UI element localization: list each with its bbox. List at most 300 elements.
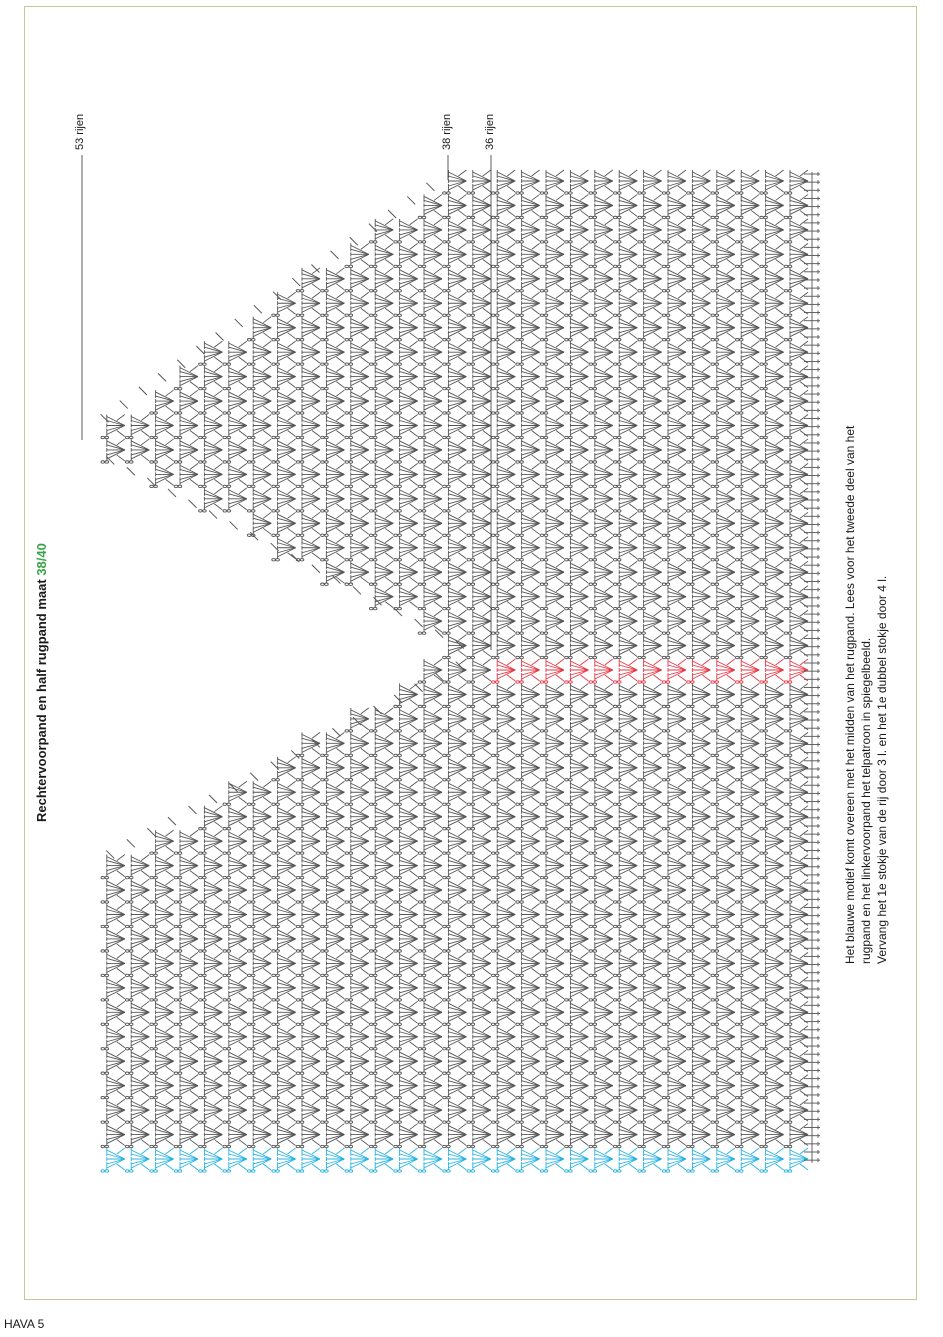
chart-motif bbox=[272, 390, 296, 414]
chart-motif bbox=[321, 1075, 345, 1099]
chart-motif bbox=[369, 952, 393, 976]
center-motif bbox=[247, 1148, 271, 1172]
chart-motif bbox=[565, 537, 589, 561]
chart-motif bbox=[345, 1099, 369, 1123]
chart-motif bbox=[125, 1026, 149, 1050]
chart-motif bbox=[174, 855, 198, 879]
chart-motif bbox=[369, 463, 393, 487]
chart-motif bbox=[613, 830, 637, 854]
center-motif bbox=[150, 1148, 174, 1172]
chart-motif bbox=[491, 1075, 515, 1099]
chart-motif bbox=[418, 952, 442, 976]
chart-motif bbox=[662, 415, 686, 439]
center-motif bbox=[491, 1148, 515, 1172]
chart-motif bbox=[272, 977, 296, 1001]
chart-motif bbox=[321, 1124, 345, 1148]
chart-motif bbox=[711, 1001, 735, 1025]
chart-motif bbox=[443, 830, 467, 854]
chart-motif bbox=[321, 537, 345, 561]
chart-motif bbox=[443, 219, 467, 243]
chart-motif bbox=[247, 439, 271, 463]
chart-motif bbox=[565, 879, 589, 903]
chart-motif bbox=[711, 463, 735, 487]
chart-motif bbox=[711, 683, 735, 707]
chart-motif bbox=[516, 928, 540, 952]
chart-motif bbox=[199, 879, 223, 903]
chart-motif bbox=[491, 610, 515, 634]
chart-motif bbox=[150, 415, 174, 439]
chart-motif bbox=[516, 341, 540, 365]
chart-motif bbox=[613, 243, 637, 267]
chart-motif bbox=[589, 366, 613, 390]
chart-motif bbox=[418, 1075, 442, 1099]
chart-motif bbox=[711, 781, 735, 805]
chart-motif bbox=[589, 341, 613, 365]
chart-motif bbox=[491, 952, 515, 976]
chart-motif bbox=[613, 366, 637, 390]
chart-motif bbox=[589, 1001, 613, 1025]
chart-motif bbox=[394, 732, 418, 756]
chart-motif bbox=[662, 219, 686, 243]
chart-motif bbox=[711, 879, 735, 903]
chart-motif bbox=[296, 439, 320, 463]
chart-motif bbox=[735, 243, 759, 267]
chart-motif bbox=[443, 1026, 467, 1050]
chart-motif bbox=[418, 610, 442, 634]
chart-motif bbox=[223, 830, 247, 854]
chart-motif bbox=[565, 390, 589, 414]
chart-motif bbox=[589, 561, 613, 585]
chart-motif bbox=[418, 683, 442, 707]
chart-motif bbox=[369, 243, 393, 267]
chart-motif bbox=[418, 757, 442, 781]
chart-motif bbox=[150, 439, 174, 463]
chart-motif bbox=[174, 463, 198, 487]
chart-motif bbox=[443, 194, 467, 218]
chart-motif bbox=[638, 781, 662, 805]
chart-motif bbox=[272, 488, 296, 512]
chart-motif bbox=[638, 317, 662, 341]
chart-motif bbox=[589, 879, 613, 903]
center-motif bbox=[467, 1148, 491, 1172]
chart-motif bbox=[589, 1099, 613, 1123]
center-motif bbox=[345, 1148, 369, 1172]
chart-motif bbox=[589, 292, 613, 316]
center-motif bbox=[369, 1148, 393, 1172]
chart-motif bbox=[491, 439, 515, 463]
center-motif bbox=[565, 1148, 589, 1172]
chart-motif bbox=[565, 194, 589, 218]
chart-motif bbox=[125, 1050, 149, 1074]
chart-motif bbox=[223, 341, 247, 365]
chart-motif bbox=[369, 268, 393, 292]
chart-motif bbox=[516, 268, 540, 292]
chart-motif bbox=[272, 830, 296, 854]
chart-motif bbox=[418, 512, 442, 536]
chart-motif bbox=[467, 879, 491, 903]
chart-motif bbox=[443, 879, 467, 903]
chart-motif bbox=[418, 977, 442, 1001]
chart-motif bbox=[687, 708, 711, 732]
chart-motif bbox=[394, 317, 418, 341]
chart-motif bbox=[467, 488, 491, 512]
chart-motif bbox=[638, 1099, 662, 1123]
chart-motif bbox=[540, 463, 564, 487]
chart-motif bbox=[321, 904, 345, 928]
chart-motif bbox=[467, 904, 491, 928]
chart-motif bbox=[321, 732, 345, 756]
chart-motif bbox=[150, 1099, 174, 1123]
row-label-36: 36 rijen bbox=[484, 113, 496, 150]
chart-motif bbox=[735, 952, 759, 976]
chart-motif bbox=[687, 586, 711, 610]
chart-motif bbox=[418, 1124, 442, 1148]
chart-motif bbox=[247, 904, 271, 928]
chart-motif bbox=[760, 879, 784, 903]
chart-motif bbox=[174, 977, 198, 1001]
chart-motif bbox=[394, 341, 418, 365]
chart-motif bbox=[321, 292, 345, 316]
chart-motif bbox=[345, 708, 369, 732]
chart-motif bbox=[199, 415, 223, 439]
chart-motif bbox=[589, 586, 613, 610]
chart-motif bbox=[101, 1026, 125, 1050]
chart-motif bbox=[735, 757, 759, 781]
chart-motif bbox=[687, 243, 711, 267]
chart-motif bbox=[760, 537, 784, 561]
chart-motif bbox=[321, 1099, 345, 1123]
chart-motif bbox=[516, 781, 540, 805]
chart-motif bbox=[540, 781, 564, 805]
chart-motif bbox=[394, 781, 418, 805]
chart-motif bbox=[223, 1099, 247, 1123]
chart-motif bbox=[662, 1099, 686, 1123]
chart-motif bbox=[418, 855, 442, 879]
chart-motif bbox=[345, 879, 369, 903]
chart-motif bbox=[760, 732, 784, 756]
center-motif bbox=[711, 1148, 735, 1172]
chart-motif bbox=[589, 708, 613, 732]
chart-motif bbox=[662, 855, 686, 879]
chart-motif bbox=[662, 879, 686, 903]
chart-motif bbox=[296, 415, 320, 439]
chart-motif bbox=[638, 683, 662, 707]
chart-motif bbox=[296, 1001, 320, 1025]
chart-motif bbox=[491, 904, 515, 928]
chart-motif bbox=[491, 268, 515, 292]
chart-motif bbox=[711, 439, 735, 463]
chart-motif bbox=[540, 1124, 564, 1148]
chart-motif bbox=[418, 292, 442, 316]
chart-motif bbox=[150, 928, 174, 952]
chart-motif bbox=[394, 415, 418, 439]
chart-motif bbox=[272, 415, 296, 439]
chart-motif bbox=[467, 586, 491, 610]
chart-motif bbox=[247, 1001, 271, 1025]
chart-motif bbox=[345, 830, 369, 854]
chart-motif bbox=[638, 170, 662, 194]
chart-motif bbox=[174, 1099, 198, 1123]
chart-motif bbox=[662, 1026, 686, 1050]
chart-motif bbox=[443, 292, 467, 316]
chart-motif bbox=[101, 1050, 125, 1074]
chart-motif bbox=[467, 928, 491, 952]
chart-motif bbox=[369, 537, 393, 561]
chart-motif bbox=[687, 341, 711, 365]
highlight-motif bbox=[638, 659, 662, 683]
chart-motif bbox=[613, 1124, 637, 1148]
chart-motif bbox=[467, 659, 491, 683]
chart-motif bbox=[711, 977, 735, 1001]
chart-motif bbox=[443, 708, 467, 732]
chart-motif bbox=[247, 415, 271, 439]
chart-motif bbox=[272, 1099, 296, 1123]
chart-motif bbox=[101, 1001, 125, 1025]
chart-motif bbox=[467, 855, 491, 879]
chart-motif bbox=[223, 390, 247, 414]
chart-motif bbox=[565, 610, 589, 634]
chart-motif bbox=[760, 561, 784, 585]
chart-motif bbox=[760, 366, 784, 390]
chart-motif bbox=[516, 170, 540, 194]
highlight-motif bbox=[760, 659, 784, 683]
chart-motif bbox=[491, 366, 515, 390]
chart-motif bbox=[687, 610, 711, 634]
chart-motif bbox=[345, 952, 369, 976]
chart-motif bbox=[540, 879, 564, 903]
chart-motif bbox=[491, 1124, 515, 1148]
chart-motif bbox=[223, 1026, 247, 1050]
chart-motif bbox=[369, 1050, 393, 1074]
center-motif bbox=[589, 1148, 613, 1172]
chart-motif bbox=[467, 561, 491, 585]
chart-motif bbox=[735, 512, 759, 536]
chart-motif bbox=[711, 952, 735, 976]
chart-motif bbox=[491, 830, 515, 854]
chart-motif bbox=[638, 537, 662, 561]
chart-motif bbox=[516, 830, 540, 854]
chart-motif bbox=[589, 683, 613, 707]
chart-motif bbox=[687, 439, 711, 463]
chart-motif bbox=[565, 952, 589, 976]
chart-motif bbox=[711, 830, 735, 854]
chart-motif bbox=[369, 855, 393, 879]
chart-motif bbox=[516, 243, 540, 267]
highlight-motif bbox=[662, 659, 686, 683]
chart-motif bbox=[321, 928, 345, 952]
chart-motif bbox=[589, 415, 613, 439]
chart-motif bbox=[760, 1124, 784, 1148]
chart-motif bbox=[418, 341, 442, 365]
chart-motif bbox=[516, 1075, 540, 1099]
chart-motif bbox=[565, 243, 589, 267]
chart-motif bbox=[491, 855, 515, 879]
chart-motif bbox=[321, 488, 345, 512]
chart-motif bbox=[150, 879, 174, 903]
chart-motif bbox=[174, 928, 198, 952]
chart-motif bbox=[735, 1026, 759, 1050]
chart-motif bbox=[662, 488, 686, 512]
chart-motif bbox=[443, 757, 467, 781]
chart-motif bbox=[638, 390, 662, 414]
chart-motif bbox=[223, 806, 247, 830]
chart-motif bbox=[687, 170, 711, 194]
chart-motif bbox=[589, 512, 613, 536]
chart-motif bbox=[369, 904, 393, 928]
chart-motif bbox=[125, 855, 149, 879]
chart-motif bbox=[662, 268, 686, 292]
chart-motif bbox=[565, 170, 589, 194]
chart-motif bbox=[321, 439, 345, 463]
chart-motif bbox=[443, 268, 467, 292]
chart-motif bbox=[467, 463, 491, 487]
chart-motif bbox=[565, 757, 589, 781]
chart-motif bbox=[540, 683, 564, 707]
chart-motif bbox=[491, 928, 515, 952]
chart-motif bbox=[540, 1026, 564, 1050]
chart-motif bbox=[735, 635, 759, 659]
chart-motif bbox=[735, 830, 759, 854]
row-label-53: 53 rijen bbox=[74, 113, 86, 150]
chart-motif bbox=[467, 268, 491, 292]
chart-motif bbox=[760, 292, 784, 316]
chart-motif bbox=[565, 366, 589, 390]
chart-motif bbox=[760, 390, 784, 414]
chart-motif bbox=[613, 512, 637, 536]
chart-motif bbox=[296, 855, 320, 879]
chart-motif bbox=[735, 610, 759, 634]
chart-motif bbox=[443, 561, 467, 585]
chart-motif bbox=[638, 439, 662, 463]
chart-motif bbox=[613, 463, 637, 487]
chart-motif bbox=[223, 879, 247, 903]
chart-motif bbox=[638, 1050, 662, 1074]
chart-motif bbox=[247, 341, 271, 365]
chart-motif bbox=[394, 952, 418, 976]
chart-motif bbox=[613, 732, 637, 756]
chart-motif bbox=[687, 732, 711, 756]
chart-motif bbox=[662, 1124, 686, 1148]
chart-motif bbox=[760, 855, 784, 879]
chart-motif bbox=[516, 512, 540, 536]
chart-motif bbox=[296, 1124, 320, 1148]
chart-motif bbox=[540, 512, 564, 536]
chart-motif bbox=[491, 512, 515, 536]
chart-motif bbox=[589, 757, 613, 781]
chart-motif bbox=[150, 904, 174, 928]
chart-motif bbox=[711, 292, 735, 316]
chart-motif bbox=[369, 879, 393, 903]
chart-motif bbox=[687, 512, 711, 536]
chart-motif bbox=[296, 1075, 320, 1099]
chart-motif bbox=[613, 757, 637, 781]
chart-motif bbox=[662, 194, 686, 218]
chart-motif bbox=[321, 879, 345, 903]
chart-motif bbox=[540, 928, 564, 952]
chart-motif bbox=[223, 1050, 247, 1074]
chart-motif bbox=[687, 268, 711, 292]
chart-motif bbox=[760, 170, 784, 194]
chart-motif bbox=[272, 341, 296, 365]
chart-motif bbox=[369, 1026, 393, 1050]
chart-motif bbox=[735, 879, 759, 903]
chart-motif bbox=[394, 1075, 418, 1099]
chart-motif bbox=[223, 904, 247, 928]
chart-motif bbox=[418, 1001, 442, 1025]
chart-motif bbox=[467, 415, 491, 439]
chart-motif bbox=[711, 610, 735, 634]
chart-motif bbox=[540, 561, 564, 585]
chart-motif bbox=[296, 1099, 320, 1123]
chart-motif bbox=[540, 243, 564, 267]
center-motif bbox=[174, 1148, 198, 1172]
chart-motif bbox=[321, 341, 345, 365]
chart-motif bbox=[491, 170, 515, 194]
chart-motif bbox=[687, 1075, 711, 1099]
chart-motif bbox=[735, 928, 759, 952]
chart-motif bbox=[150, 1026, 174, 1050]
chart-motif bbox=[565, 708, 589, 732]
chart-motif bbox=[101, 1075, 125, 1099]
chart-motif bbox=[735, 561, 759, 585]
chart-motif bbox=[613, 806, 637, 830]
chart-motif bbox=[369, 806, 393, 830]
chart-motif bbox=[467, 1026, 491, 1050]
highlight-motif bbox=[735, 659, 759, 683]
chart-motif bbox=[687, 1050, 711, 1074]
chart-motif bbox=[735, 781, 759, 805]
chart-motif bbox=[638, 292, 662, 316]
chart-motif bbox=[735, 708, 759, 732]
chart-motif bbox=[613, 268, 637, 292]
chart-motif bbox=[467, 757, 491, 781]
chart-motif bbox=[565, 1001, 589, 1025]
chart-motif bbox=[565, 830, 589, 854]
chart-motif bbox=[540, 415, 564, 439]
chart-motif bbox=[369, 390, 393, 414]
chart-motif bbox=[369, 1001, 393, 1025]
chart-motif bbox=[321, 1026, 345, 1050]
chart-motif bbox=[345, 366, 369, 390]
chart-motif bbox=[272, 537, 296, 561]
chart-motif bbox=[223, 439, 247, 463]
chart-motif bbox=[174, 439, 198, 463]
chart-motif bbox=[394, 977, 418, 1001]
chart-motif bbox=[491, 708, 515, 732]
chart-motif bbox=[199, 439, 223, 463]
chart-motif bbox=[565, 683, 589, 707]
chart-motif bbox=[662, 561, 686, 585]
chart-motif bbox=[711, 1026, 735, 1050]
chart-motif bbox=[223, 977, 247, 1001]
center-motif bbox=[638, 1148, 662, 1172]
chart-motif bbox=[369, 928, 393, 952]
chart-motif bbox=[687, 415, 711, 439]
chart-motif bbox=[613, 586, 637, 610]
chart-motif bbox=[418, 194, 442, 218]
chart-motif bbox=[394, 1124, 418, 1148]
chart-motif bbox=[516, 1026, 540, 1050]
chart-motif bbox=[443, 317, 467, 341]
chart-motif bbox=[272, 928, 296, 952]
chart-motif bbox=[174, 1050, 198, 1074]
chart-motif bbox=[345, 732, 369, 756]
chart-motif bbox=[418, 781, 442, 805]
chart-motif bbox=[394, 683, 418, 707]
chart-motif bbox=[638, 732, 662, 756]
center-motif bbox=[735, 1148, 759, 1172]
chart-motif bbox=[565, 439, 589, 463]
